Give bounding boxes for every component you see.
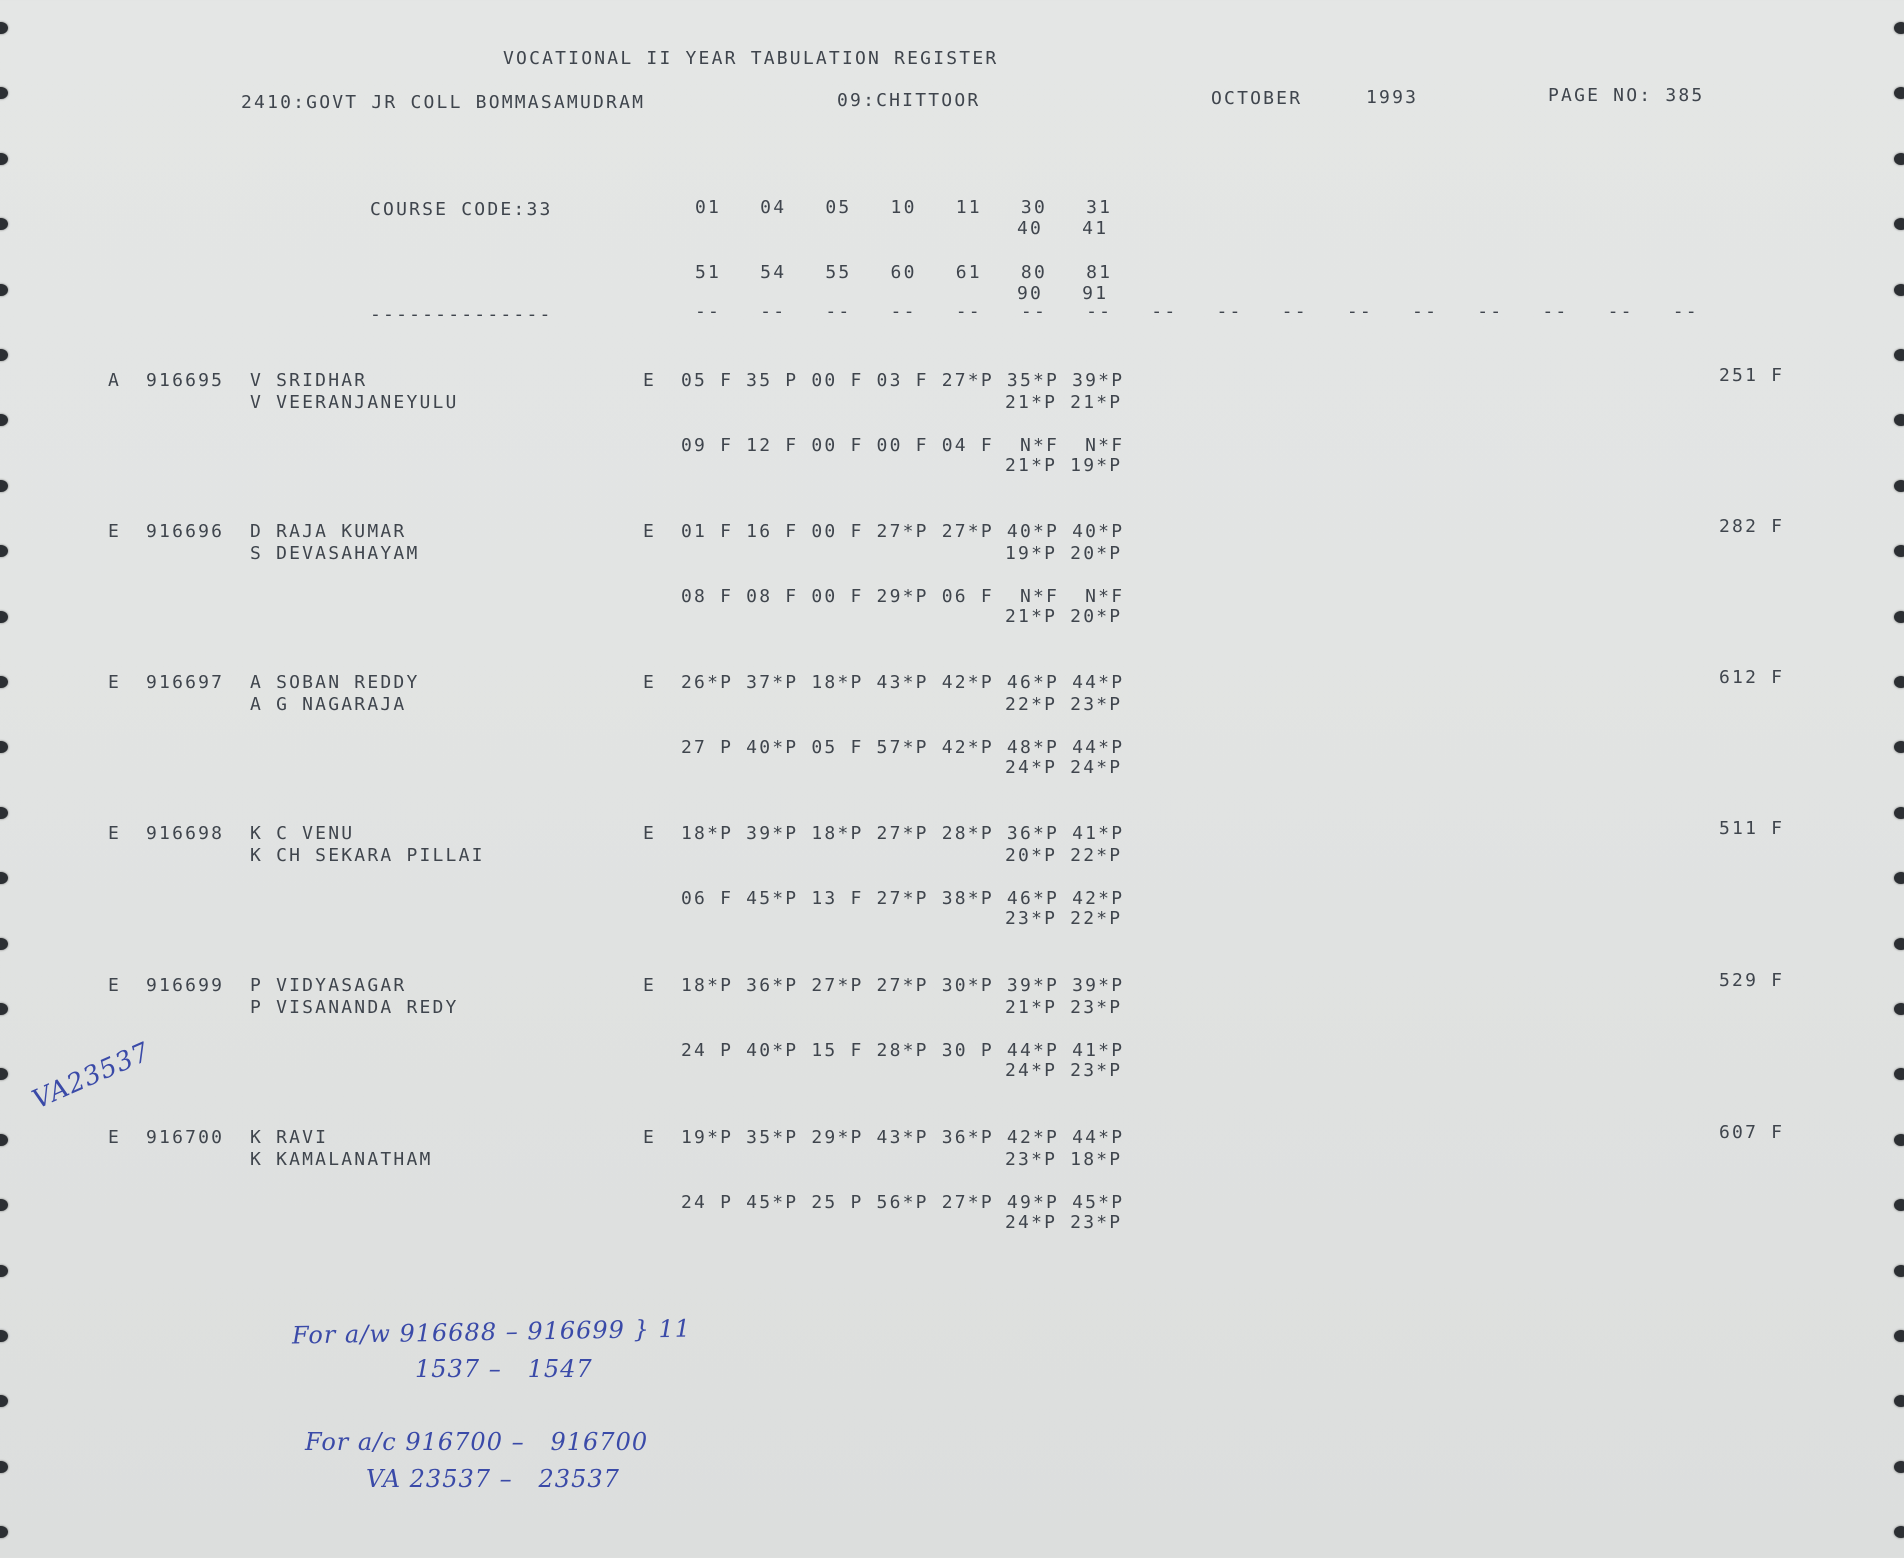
feed-hole bbox=[1894, 1134, 1904, 1146]
hall-ticket-number: 916698 bbox=[146, 823, 225, 844]
feed-hole bbox=[1894, 1395, 1904, 1407]
hall-ticket-number: 916700 bbox=[146, 1127, 225, 1148]
hall-ticket-number: 916696 bbox=[146, 521, 225, 542]
note-line2: For a/c 916700 – 916700 bbox=[305, 1428, 649, 1456]
feed-hole bbox=[1894, 1068, 1904, 1080]
total-result: 282 F bbox=[1719, 516, 1785, 537]
feed-hole bbox=[0, 611, 8, 623]
marks-row1: 18*P 36*P 27*P 27*P 30*P 39*P 39*P bbox=[681, 975, 1125, 996]
note-line1b: 1537 – 1547 bbox=[415, 1355, 593, 1383]
feed-hole bbox=[1894, 22, 1904, 34]
marks-row1: 05 F 35 P 00 F 03 F 27*P 35*P 39*P bbox=[681, 370, 1125, 391]
district-name: 09:CHITTOOR bbox=[837, 90, 981, 111]
marks-row2b: 21*P 19*P bbox=[1005, 455, 1123, 476]
marks-row1: 26*P 37*P 18*P 43*P 42*P 46*P 44*P bbox=[681, 672, 1125, 693]
feed-hole bbox=[0, 872, 8, 884]
record-category: E bbox=[108, 823, 122, 844]
tractor-feed-holes-right bbox=[1884, 0, 1904, 1558]
medium-code: E bbox=[643, 370, 657, 391]
feed-hole bbox=[0, 1003, 8, 1015]
feed-hole bbox=[0, 349, 8, 361]
marks-row1b: 20*P 22*P bbox=[1005, 845, 1123, 866]
marks-row1b: 19*P 20*P bbox=[1005, 543, 1123, 564]
feed-hole bbox=[1894, 938, 1904, 950]
father-name: K KAMALANATHAM bbox=[250, 1149, 433, 1170]
student-name: D RAJA KUMAR bbox=[250, 521, 407, 542]
feed-hole bbox=[1894, 414, 1904, 426]
total-result: 511 F bbox=[1719, 818, 1785, 839]
record-category: E bbox=[108, 1127, 122, 1148]
feed-hole bbox=[1894, 741, 1904, 753]
feed-hole bbox=[0, 22, 8, 34]
feed-hole bbox=[1894, 676, 1904, 688]
father-name: S DEVASAHAYAM bbox=[250, 543, 420, 564]
medium-code: E bbox=[643, 823, 657, 844]
feed-hole bbox=[0, 1526, 8, 1538]
total-result: 612 F bbox=[1719, 667, 1785, 688]
marks-row1: 01 F 16 F 00 F 27*P 27*P 40*P 40*P bbox=[681, 521, 1125, 542]
feed-hole bbox=[0, 1134, 8, 1146]
feed-hole bbox=[0, 545, 8, 557]
marks-row2: 27 P 40*P 05 F 57*P 42*P 48*P 44*P bbox=[681, 737, 1125, 758]
marks-row2: 24 P 45*P 25 P 56*P 27*P 49*P 45*P bbox=[681, 1192, 1125, 1213]
feed-hole bbox=[1894, 872, 1904, 884]
feed-hole bbox=[0, 87, 8, 99]
feed-hole bbox=[1894, 153, 1904, 165]
total-result: 529 F bbox=[1719, 970, 1785, 991]
marks-row2: 06 F 45*P 13 F 27*P 38*P 46*P 42*P bbox=[681, 888, 1125, 909]
feed-hole bbox=[0, 153, 8, 165]
course-underline: -------------- bbox=[370, 304, 553, 325]
student-name: V SRIDHAR bbox=[250, 370, 368, 391]
hall-ticket-number: 916699 bbox=[146, 975, 225, 996]
feed-hole bbox=[0, 1461, 8, 1473]
feed-hole bbox=[0, 1199, 8, 1211]
hall-ticket-number: 916695 bbox=[146, 370, 225, 391]
register-title: VOCATIONAL II YEAR TABULATION REGISTER bbox=[503, 48, 999, 69]
subject-codes-row2: 51 54 55 60 61 80 81 bbox=[695, 262, 1113, 283]
feed-hole bbox=[1894, 480, 1904, 492]
feed-hole bbox=[1894, 1265, 1904, 1277]
student-name: A SOBAN REDDY bbox=[250, 672, 420, 693]
feed-hole bbox=[1894, 349, 1904, 361]
feed-hole bbox=[1894, 1461, 1904, 1473]
medium-code: E bbox=[643, 1127, 657, 1148]
page-number: PAGE NO: 385 bbox=[1548, 85, 1705, 106]
feed-hole bbox=[1894, 611, 1904, 623]
subject-codes-row1: 01 04 05 10 11 30 31 bbox=[695, 197, 1113, 218]
marks-row2: 09 F 12 F 00 F 00 F 04 F N*F N*F bbox=[681, 435, 1125, 456]
feed-hole bbox=[0, 480, 8, 492]
feed-hole bbox=[1894, 807, 1904, 819]
marks-row2: 24 P 40*P 15 F 28*P 30 P 44*P 41*P bbox=[681, 1040, 1125, 1061]
marks-row1b: 21*P 21*P bbox=[1005, 392, 1123, 413]
marks-row2b: 21*P 20*P bbox=[1005, 606, 1123, 627]
column-dashes: -- -- -- -- -- -- -- -- -- -- -- -- -- -- -- -- bbox=[695, 301, 1699, 322]
marks-row1: 19*P 35*P 29*P 43*P 36*P 42*P 44*P bbox=[681, 1127, 1125, 1148]
college-name: 2410:GOVT JR COLL BOMMASAMUDRAM bbox=[241, 92, 646, 113]
course-code: COURSE CODE:33 bbox=[370, 199, 553, 220]
marks-row2b: 24*P 24*P bbox=[1005, 757, 1123, 778]
student-name: K RAVI bbox=[250, 1127, 329, 1148]
medium-code: E bbox=[643, 672, 657, 693]
father-name: A G NAGARAJA bbox=[250, 694, 407, 715]
marks-row1b: 21*P 23*P bbox=[1005, 997, 1123, 1018]
father-name: K CH SEKARA PILLAI bbox=[250, 845, 485, 866]
feed-hole bbox=[0, 414, 8, 426]
subject-codes-row1b: 40 41 bbox=[1017, 218, 1109, 239]
margin-annotation: VA23537 bbox=[28, 1036, 155, 1116]
marks-row2b: 24*P 23*P bbox=[1005, 1060, 1123, 1081]
marks-row2b: 23*P 22*P bbox=[1005, 908, 1123, 929]
feed-hole bbox=[0, 1265, 8, 1277]
student-name: K C VENU bbox=[250, 823, 355, 844]
marks-row1: 18*P 39*P 18*P 27*P 28*P 36*P 41*P bbox=[681, 823, 1125, 844]
feed-hole bbox=[0, 1330, 8, 1342]
feed-hole bbox=[0, 676, 8, 688]
marks-row1b: 23*P 18*P bbox=[1005, 1149, 1123, 1170]
medium-code: E bbox=[643, 521, 657, 542]
note-line1: For a/w 916688 – 916699 } 11 bbox=[291, 1314, 692, 1350]
father-name: P VISANANDA REDY bbox=[250, 997, 459, 1018]
feed-hole bbox=[1894, 545, 1904, 557]
feed-hole bbox=[0, 938, 8, 950]
feed-hole bbox=[1894, 1526, 1904, 1538]
feed-hole bbox=[0, 741, 8, 753]
feed-hole bbox=[0, 1068, 8, 1080]
feed-hole bbox=[0, 218, 8, 230]
feed-hole bbox=[1894, 284, 1904, 296]
feed-hole bbox=[1894, 218, 1904, 230]
feed-hole bbox=[1894, 1199, 1904, 1211]
hall-ticket-number: 916697 bbox=[146, 672, 225, 693]
marks-row1b: 22*P 23*P bbox=[1005, 694, 1123, 715]
marks-row2b: 24*P 23*P bbox=[1005, 1212, 1123, 1233]
student-name: P VIDYASAGAR bbox=[250, 975, 407, 996]
subject-codes-row2b: 90 91 bbox=[1017, 283, 1109, 304]
feed-hole bbox=[1894, 87, 1904, 99]
feed-hole bbox=[1894, 1330, 1904, 1342]
feed-hole bbox=[0, 807, 8, 819]
exam-month: OCTOBER bbox=[1211, 88, 1303, 109]
tractor-feed-holes-left bbox=[0, 0, 20, 1558]
record-category: E bbox=[108, 521, 122, 542]
total-result: 251 F bbox=[1719, 365, 1785, 386]
feed-hole bbox=[0, 284, 8, 296]
record-category: E bbox=[108, 672, 122, 693]
feed-hole bbox=[0, 1395, 8, 1407]
medium-code: E bbox=[643, 975, 657, 996]
marks-row2: 08 F 08 F 00 F 29*P 06 F N*F N*F bbox=[681, 586, 1125, 607]
record-category: A bbox=[108, 370, 122, 391]
total-result: 607 F bbox=[1719, 1122, 1785, 1143]
exam-year: 1993 bbox=[1366, 87, 1419, 108]
record-category: E bbox=[108, 975, 122, 996]
note-line2b: VA 23537 – 23537 bbox=[366, 1465, 620, 1493]
father-name: V VEERANJANEYULU bbox=[250, 392, 459, 413]
feed-hole bbox=[1894, 1003, 1904, 1015]
